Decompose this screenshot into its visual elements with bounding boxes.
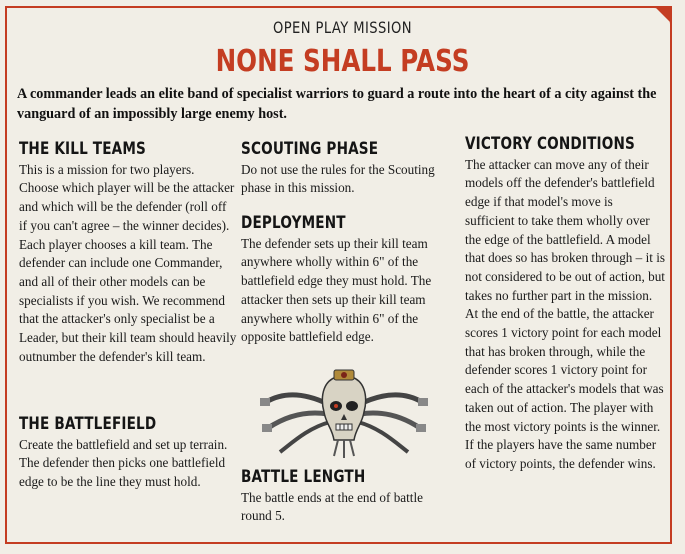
mission-title: NONE SHALL PASS: [215, 44, 470, 79]
battlefield-body: Create the battlefield and set up terrain. The defender then picks one battlefield edge to be the line they must hold.: [19, 436, 228, 490]
battle-length-heading: BATTLE LENGTH: [241, 467, 366, 487]
deployment-heading: DEPLOYMENT: [241, 213, 346, 233]
kill-teams-heading: THE KILL TEAMS: [19, 139, 147, 159]
mission-kicker: OPEN PLAY MISSION: [272, 18, 412, 37]
deployment-body: The defender sets up their kill team anywhere wholly within 6" of the battlefield edge they must hold. The attacker then sets up their kill team anywhere wholly within 6" of the opposite battlefield edge.: [241, 235, 432, 345]
intro-paragraph: A commander leads an elite band of specialist warriors to guard a route into the heart of a city against the vanguard of an impossibly large enemy host.: [17, 86, 657, 122]
section-deployment: [241, 214, 457, 347]
section-battle-length: [241, 468, 457, 526]
frame-corner: [654, 6, 672, 24]
section-scouting: [241, 140, 457, 198]
victory-body: The attacker can move any of their models off the defender's battlefield edge if that model's move is sufficient to take them wholly over the edge of the battlefield. A model that does so has broken through – it is not considered to be out of action, but takes no further part in the mission. At the end of the battle, the attacker scores 1 victory point for each model that has broken through, while the defender scores 1 victory point for each of the attacker's models that was taken out of action. The player with the most victory points is the winner. If the players have the same number of victory points, the defender wins.: [465, 156, 665, 471]
kill-teams-body: This is a mission for two players. Choose which player will be the attacker and which will be the defender (roll off if you can't agree – the winner decides). Each player chooses a kill team. The defender can include one Commander, and all of their other models can be specialists if you wish. We recommend that the attacker's only specialist be a Leader, but their kill team should heavily outnumber the defender's kill team.: [19, 161, 237, 364]
victory-heading: VICTORY CONDITIONS: [465, 134, 635, 154]
battle-length-body: The battle ends at the end of battle round 5.: [241, 489, 423, 524]
section-victory-conditions: [465, 135, 665, 474]
servo-skull-illustration: [258, 362, 430, 462]
scouting-body: Do not use the rules for the Scouting phase in this mission.: [241, 161, 435, 196]
section-battlefield: [19, 415, 237, 492]
scouting-heading: SCOUTING PHASE: [241, 139, 379, 159]
battlefield-heading: THE BATTLEFIELD: [19, 414, 157, 434]
section-kill-teams: [19, 140, 237, 366]
